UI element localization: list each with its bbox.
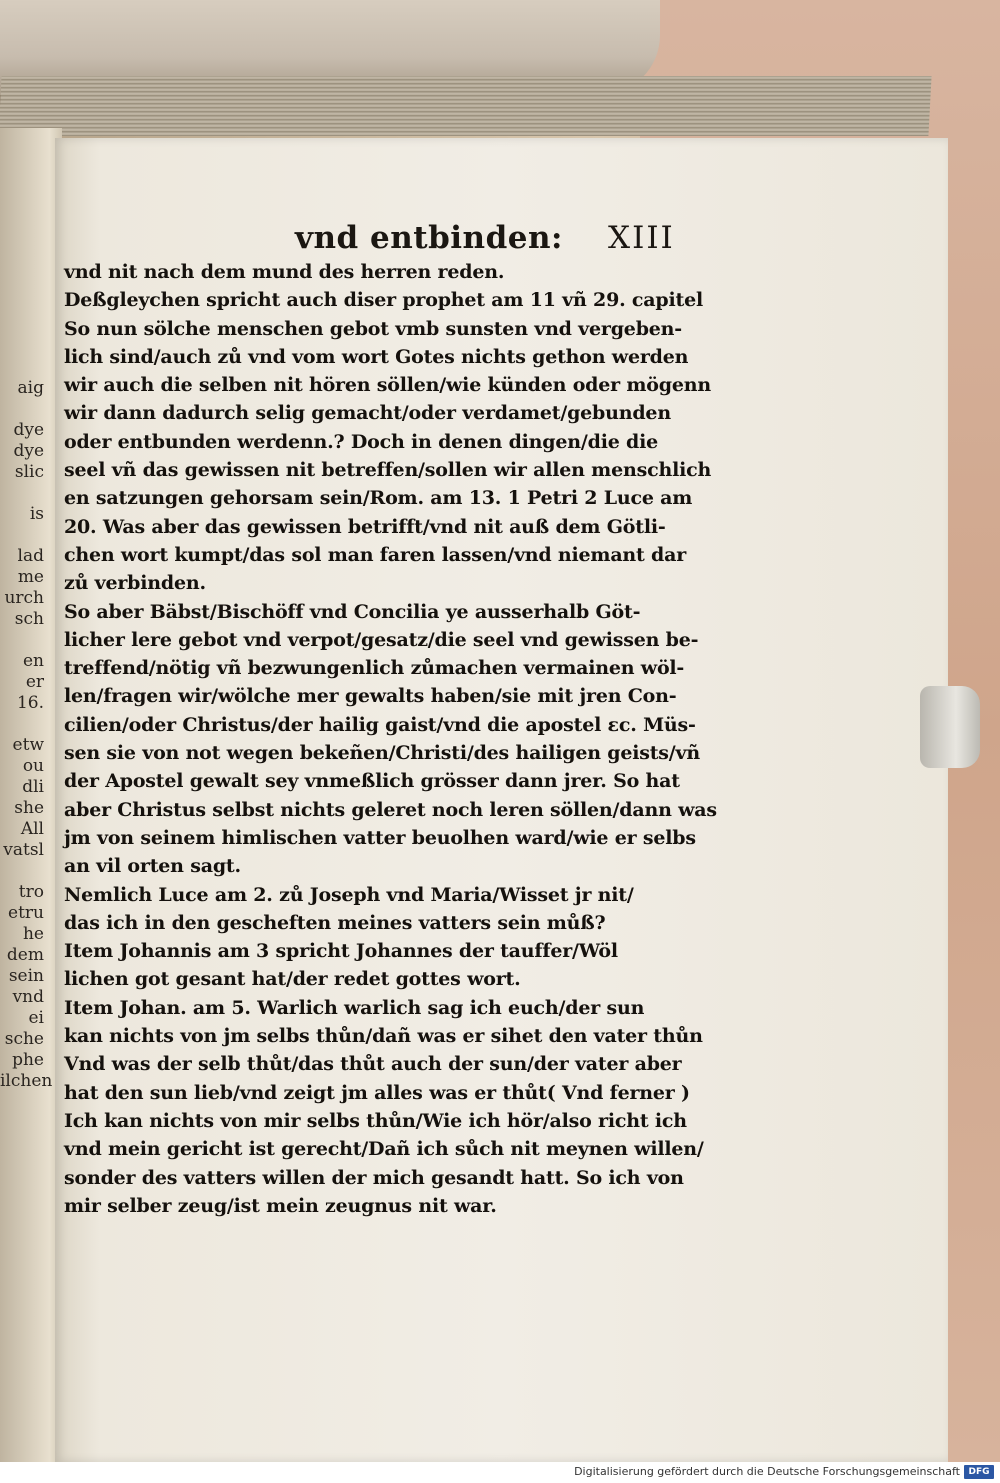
left-page-fragment: ou — [22, 756, 44, 776]
left-page-fragment: she — [14, 798, 44, 818]
left-page-fragment: er — [25, 672, 44, 692]
text-line: der Apostel gewalt sey vnmeßlich grösser dann jrer. So hat — [64, 770, 680, 793]
text-line: an vil orten sagt. — [64, 855, 241, 878]
left-page-fragment: sche — [4, 1029, 44, 1049]
left-page — [0, 128, 62, 1462]
dfg-logo-icon: DFG — [964, 1465, 994, 1479]
text-line: sen sie von not wegen bekeñen/Christi/des hailigen geists/vñ — [64, 742, 700, 765]
text-line: So aber Bäbst/Bischöff vnd Concilia ye ausserhalb Göt- — [64, 600, 641, 623]
text-line: cilien/oder Christus/der hailig gaist/vnd die apostel ɛc. Müs- — [64, 713, 696, 736]
left-page-fragment: me — [17, 567, 44, 587]
text-line: hat den sun lieb/vnd zeigt jm alles was er thůt( Vnd ferner ) — [64, 1081, 690, 1104]
text-line: das ich in den gescheften meines vatters sein můß? — [64, 911, 606, 934]
text-line: aber Christus selbst nichts geleret noch leren söllen/dann was — [64, 798, 717, 821]
left-page-fragment: dye — [13, 441, 44, 461]
text-line: wir dann dadurch selig gemacht/oder verdamet/gebunden — [64, 402, 671, 425]
text-line: seel vñ das gewissen nit betreffen/sollen wir allen menschlich — [64, 459, 712, 482]
text-line: Nemlich Luce am 2. zů Joseph vnd Maria/Wisset jr nit/ — [64, 883, 634, 906]
text-line: len/fragen wir/wölche mer gewalts haben/sie mit jren Con- — [64, 685, 677, 708]
left-page-fragment — [0, 525, 44, 546]
text-line: mir selber zeug/ist mein zeugnus nit war. — [64, 1194, 497, 1217]
text-line: So nun sölche menschen gebot vmb sunsten vnd vergeben- — [64, 317, 682, 340]
left-page-fragment: phe — [12, 1050, 44, 1070]
left-page-fragment: dye — [13, 420, 44, 440]
text-line: oder entbunden werdenn.? Doch in denen dingen/die die — [64, 430, 659, 453]
left-page-fragment: urch — [4, 588, 44, 608]
left-page-fragment: lad — [17, 546, 44, 566]
text-line: 20. Was aber das gewissen betrifft/vnd nit auß dem Götli- — [64, 515, 666, 538]
left-page-fragment: ei — [28, 1008, 44, 1028]
left-page-fragment — [0, 630, 44, 651]
text-line: lichen got gesant hat/der redet gottes wort. — [64, 968, 521, 991]
text-line: vnd mein gericht ist gerecht/Dañ ich sůch nit meynen willen/ — [64, 1138, 704, 1161]
page-edges — [0, 76, 932, 136]
running-head: vnd entbinden: — [295, 220, 563, 256]
left-page-fragment: dem — [6, 945, 44, 965]
text-line: zů verbinden. — [64, 572, 206, 595]
left-page-fragment: is — [29, 504, 44, 524]
left-page-fragment: ilchen — [0, 1071, 53, 1091]
left-page-fragment: he — [22, 924, 44, 944]
left-page-fragment: etru — [8, 903, 44, 923]
text-line: Ich kan nichts von mir selbs thůn/Wie ich hör/also richt ich — [64, 1109, 687, 1132]
left-page-fragment: sch — [14, 609, 44, 629]
left-page-fragment: All — [20, 819, 44, 839]
body-text — [64, 258, 744, 1220]
left-page-fragment: sein — [8, 966, 44, 986]
left-page-fragment: aig — [17, 378, 44, 398]
text-line: licher lere gebot vnd verpot/gesatz/die seel vnd gewissen be- — [64, 628, 699, 651]
text-line: Vnd was der selb thůt/das thůt auch der sun/der vater aber — [64, 1053, 682, 1076]
digitization-credit: Digitalisierung gefördert durch die Deutsche Forschungsgemeinschaft — [574, 1465, 960, 1478]
left-page-fragment: etw — [12, 735, 44, 755]
text-line: vnd nit nach dem mund des herren reden. — [64, 261, 505, 283]
left-page-fragment — [0, 483, 44, 504]
left-page-fragment — [0, 399, 44, 420]
left-page-fragment: 16. — [16, 693, 44, 713]
text-line: sonder des vatters willen der mich gesandt hatt. So ich von — [64, 1166, 684, 1189]
left-page-fragment: tro — [18, 882, 44, 902]
text-line: Item Johannis am 3 spricht Johannes der tauffer/Wöl — [64, 940, 618, 963]
left-page-fragment: vatsl — [3, 840, 44, 860]
text-line: wir auch die selben nit hören söllen/wie künden oder mögenn — [64, 374, 711, 397]
text-line: treffend/nötig vñ bezwungenlich zůmachen vermainen wöl- — [64, 657, 685, 680]
footer-bar — [0, 1462, 1000, 1483]
left-page-fragment — [0, 861, 44, 882]
left-page-fragment: slic — [14, 462, 44, 482]
left-page-fragment: dli — [22, 777, 44, 797]
text-line: en satzungen gehorsam sein/Rom. am 13. 1 Petri 2 Luce am — [64, 487, 693, 510]
text-line: jm von seinem himlischen vatter beuolhen ward/wie er selbs — [64, 826, 696, 849]
text-line: lich sind/auch zů vnd vom wort Gotes nichts gethon werden — [64, 345, 689, 368]
text-line: Item Johan. am 5. Warlich warlich sag ich euch/der sun — [64, 996, 645, 1019]
text-line: chen wort kumpt/das sol man faren lassen/vnd niemant dar — [64, 543, 687, 566]
text-line: kan nichts von jm selbs thůn/dañ was er sihet den vater thůn — [64, 1025, 703, 1048]
text-line: Deßgleychen spricht auch diser prophet am 11 vñ 29. capitel — [64, 289, 703, 312]
left-page-text-fragments — [0, 378, 53, 1092]
left-page-fragment: vnd — [12, 987, 44, 1007]
bookmark-tab — [920, 686, 980, 768]
folio-number: XIII — [608, 220, 675, 256]
left-page-fragment — [0, 714, 44, 735]
left-page-fragment: en — [22, 651, 44, 671]
